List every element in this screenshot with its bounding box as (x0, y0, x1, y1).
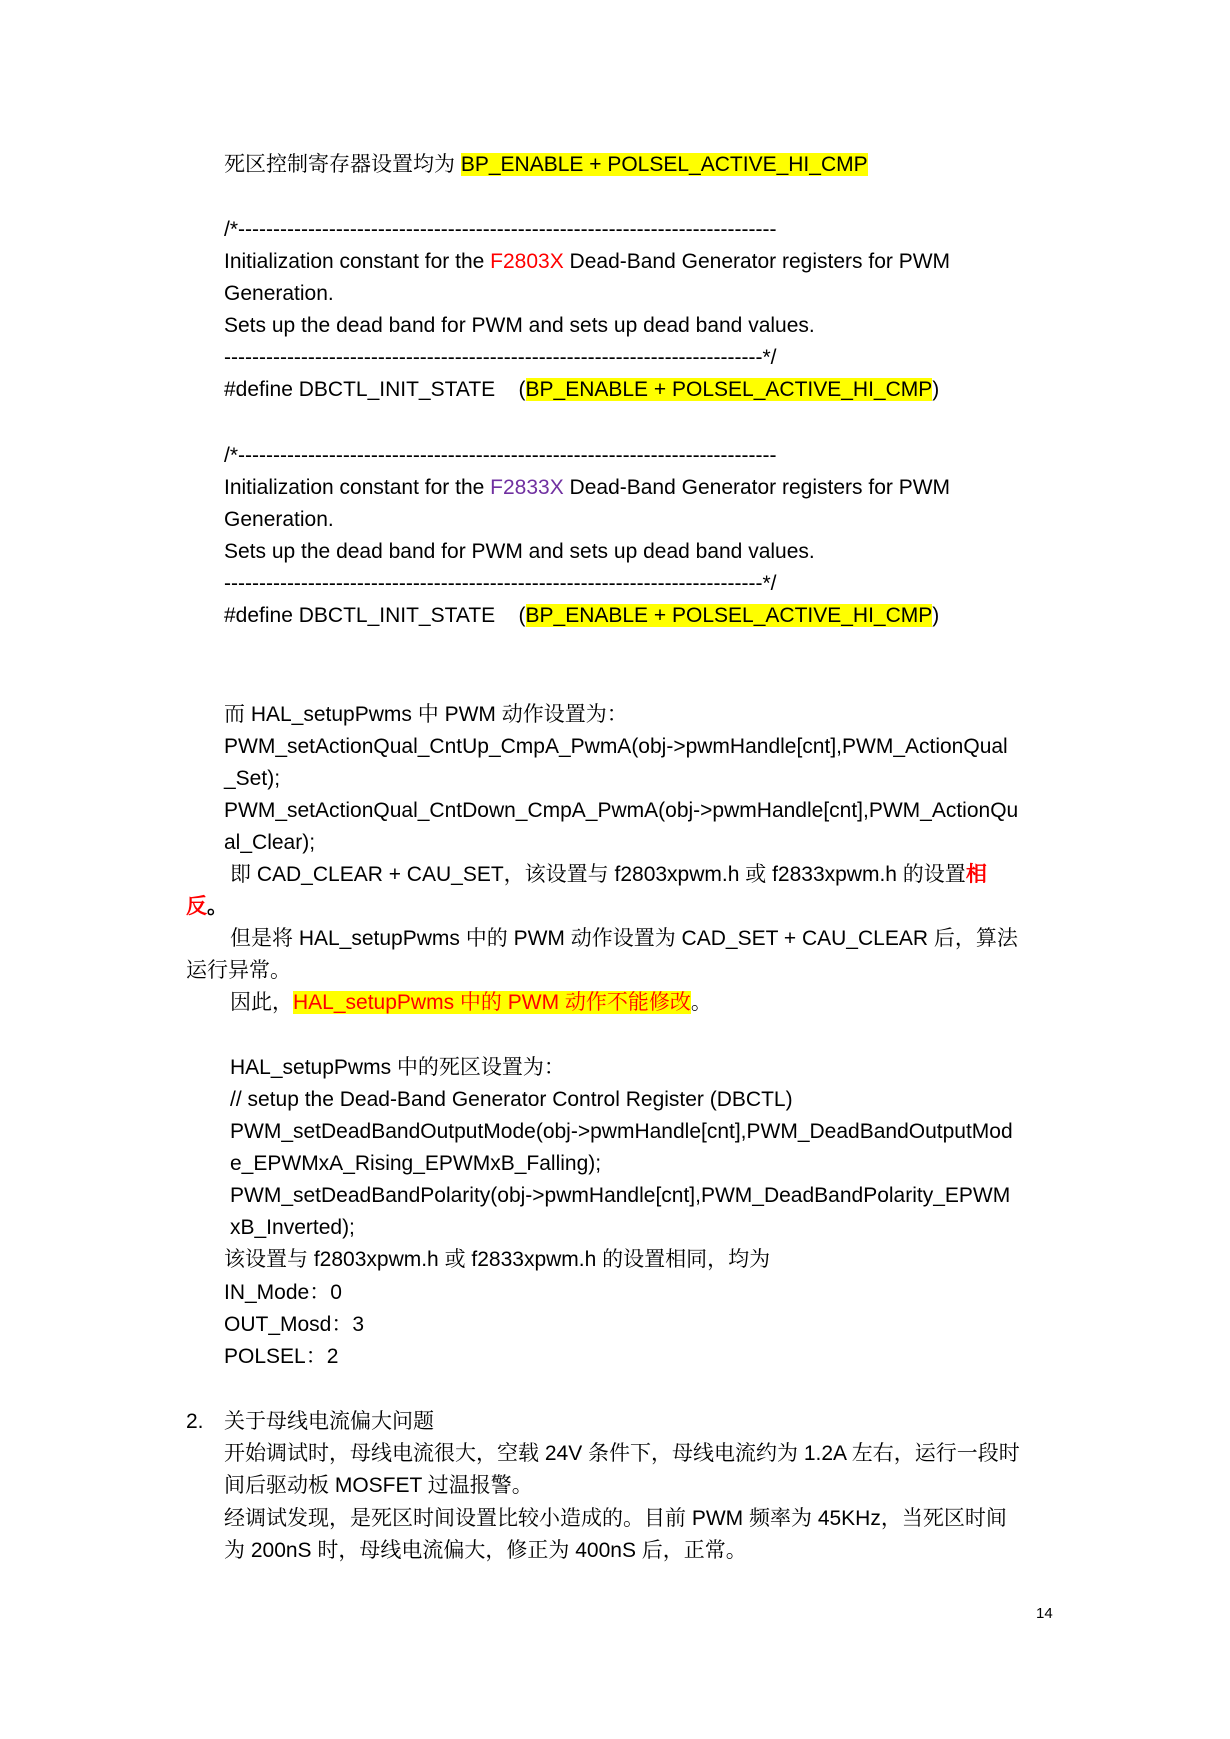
section-2-number: 2. (186, 1410, 204, 1433)
comment-close-2: -----------------------------------------------------------------------------*/ (224, 572, 777, 595)
code-cntdown-cont: al_Clear); (224, 831, 316, 854)
hal-deadband-heading: HAL_setupPwms 中的死区设置为： (230, 1056, 565, 1079)
code-cntup: PWM_setActionQual_CntUp_CmpA_PwmA(obj->pwmHandle[cnt],PWM_ActionQual (224, 735, 1008, 758)
comment-open-2: /*----------------------------------------------------------------------------- (224, 444, 777, 467)
code-outputmode-cont: e_EPWMxA_Rising_EPWMxB_Falling); (230, 1152, 602, 1175)
polsel: POLSEL：2 (224, 1345, 339, 1368)
yinci-line: 因此，HAL_setupPwms 中的 PWM 动作不能修改。 (230, 991, 712, 1014)
hal-action-heading: 而 HAL_setupPwms 中 PWM 动作设置为： (224, 703, 628, 726)
setsup-2: Sets up the dead band for PWM and sets up dead band values. (224, 540, 815, 563)
code-polarity-cont: xB_Inverted); (230, 1216, 355, 1239)
in-mode: IN_Mode：0 (224, 1281, 342, 1304)
para-1-line-2: 间后驱动板 MOSFET 过温报警。 (224, 1474, 533, 1497)
setsup-1: Sets up the dead band for PWM and sets up dead band values. (224, 314, 815, 337)
code-polarity: PWM_setDeadBandPolarity(obj->pwmHandle[cnt],PWM_DeadBandPolarity_EPWM (230, 1184, 1011, 1207)
generation-2: Generation. (224, 508, 334, 531)
code-cntdown: PWM_setActionQual_CntDown_CmpA_PwmA(obj->pwmHandle[cnt],PWM_ActionQu (224, 799, 1019, 822)
code-cntup-cont: _Set); (224, 767, 281, 790)
dbctl-comment: // setup the Dead-Band Generator Control Register (DBCTL) (230, 1088, 793, 1111)
dead-band-summary: 死区控制寄存器设置均为 BP_ENABLE + POLSEL_ACTIVE_HI_CMP (224, 153, 868, 176)
init-line-f2833x: Initialization constant for the F2833X Dead-Band Generator registers for PWM (224, 476, 951, 499)
danshi-line: 但是将 HAL_setupPwms 中的 PWM 动作设置为 CAD_SET + CAU_CLEAR 后，算法 (230, 927, 1018, 950)
define-2: #define DBCTL_INIT_STATE (BP_ENABLE + POLSEL_ACTIVE_HI_CMP) (224, 604, 940, 627)
page-number: 14 (1036, 1605, 1053, 1622)
code-outputmode: PWM_setDeadBandOutputMode(obj->pwmHandle[cnt],PWM_DeadBandOutputMod (230, 1120, 1013, 1143)
para-1-line-1: 开始调试时，母线电流很大，空载 24V 条件下，母线电流约为 1.2A 左右，运行一段时 (224, 1442, 1020, 1465)
out-mode: OUT_Mosd：3 (224, 1313, 365, 1336)
para-2-line-1: 经调试发现，是死区时间设置比较小造成的。目前 PWM 频率为 45KHz，当死区时间 (224, 1507, 1007, 1530)
ji-line: 即 CAD_CLEAR + CAU_SET，该设置与 f2803xpwm.h 或 f2833xpwm.h 的设置相 (230, 863, 987, 886)
ji-line-cont: 反。 (186, 895, 228, 918)
highlight-dbctl: BP_ENABLE + POLSEL_ACTIVE_HI_CMP (460, 153, 868, 176)
chip-f2803x: F2803X (490, 250, 564, 273)
init-line-f2803x: Initialization constant for the F2803X Dead-Band Generator registers for PWM (224, 250, 951, 273)
section-2-title: 关于母线电流偏大问题 (224, 1410, 434, 1433)
para-2-line-2: 为 200nS 时，母线电流偏大，修正为 400nS 后，正常。 (224, 1539, 747, 1562)
chip-f2833x: F2833X (490, 476, 564, 499)
generation-1: Generation. (224, 282, 334, 305)
highlight-cannot-modify: HAL_setupPwms 中的 PWM 动作不能修改 (293, 991, 691, 1014)
comment-open-1: /*----------------------------------------------------------------------------- (224, 218, 777, 241)
yunxing-line: 运行异常。 (186, 959, 291, 982)
same-setting-line: 该设置与 f2803xpwm.h 或 f2833xpwm.h 的设置相同，均为 (224, 1248, 771, 1271)
comment-close-1: -----------------------------------------------------------------------------*/ (224, 346, 777, 369)
define-1: #define DBCTL_INIT_STATE (BP_ENABLE + POLSEL_ACTIVE_HI_CMP) (224, 378, 940, 401)
